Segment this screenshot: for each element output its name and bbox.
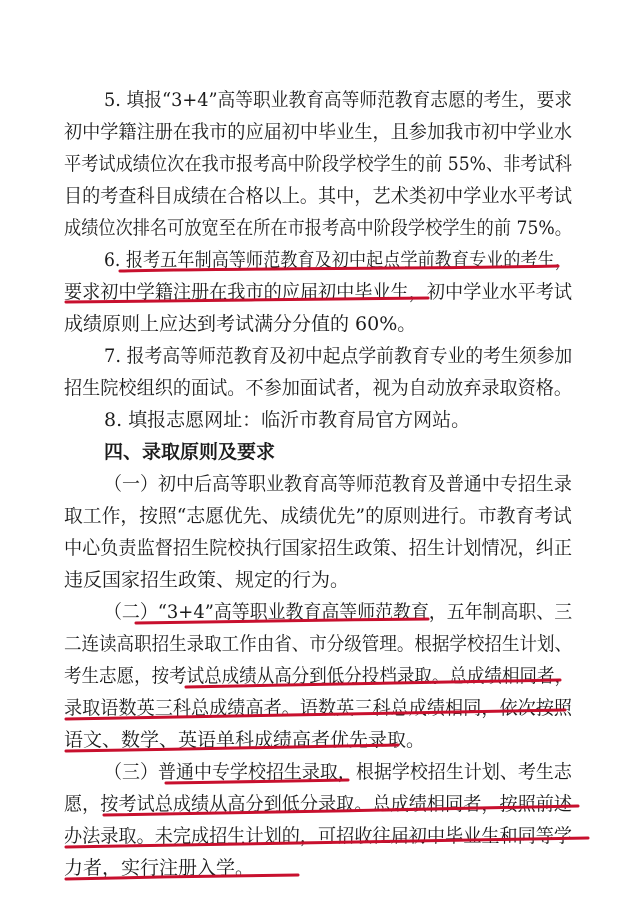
paragraph-line bbox=[0, 564, 640, 596]
line-text: 考生志愿，按考试总成绩从高分到低分投档录取。总成绩相同者， bbox=[64, 665, 573, 687]
paragraph-line bbox=[0, 180, 640, 212]
paragraph-line bbox=[0, 788, 640, 820]
paragraph-line bbox=[0, 692, 640, 724]
paragraph-line bbox=[0, 500, 640, 532]
line-text: 成绩原则上应达到考试满分分值的 60%。 bbox=[64, 313, 417, 335]
paragraph-line bbox=[0, 244, 640, 276]
line-text: 中心负责监督招生院校执行国家招生政策、招生计划情况，纠正 bbox=[64, 537, 573, 559]
line-text: 愿，按考试总成绩从高分到低分录取。总成绩相同者，按照前述 bbox=[64, 793, 573, 815]
paragraph-line bbox=[0, 148, 640, 180]
paragraph-line bbox=[0, 628, 640, 660]
line-text: 8. 填报志愿网址：临沂市教育局官方网站。 bbox=[104, 409, 471, 431]
paragraph-line bbox=[0, 660, 640, 692]
paragraph-line bbox=[0, 212, 640, 244]
line-text: 平考试成绩位次在我市报考高中阶段学校学生的前 55%、非考试科 bbox=[64, 153, 572, 175]
line-text: 语文、数学、英语单科成绩高者优先录取。 bbox=[64, 729, 426, 751]
paragraph-line bbox=[0, 596, 640, 628]
line-text: （二）“3+4”高等职业教育高等师范教育，五年制高职、三 bbox=[104, 601, 573, 623]
line-text: 目的考查科目成绩在合格以上。其中，艺术类初中学业水平考试 bbox=[64, 185, 573, 207]
line-text: 初中学籍注册在我市的应届初中毕业生，且参加我市初中学业水 bbox=[64, 121, 573, 143]
line-text: 二连读高职招生录取工作由省、市分级管理。根据学校招生计划、 bbox=[64, 633, 573, 655]
paragraph-line bbox=[0, 532, 640, 564]
line-text: 办法录取。未完成招生计划的，可招收往届初中毕业生和同等学 bbox=[64, 825, 573, 847]
line-text: 6. 报考五年制高等师范教育及初中起点学前教育专业的考生， bbox=[104, 249, 572, 271]
paragraph-line bbox=[0, 756, 640, 788]
paragraph-line bbox=[0, 404, 640, 436]
line-text: 成绩位次排名可放宽至在所在市报考高中阶段学校学生的前 75%。 bbox=[64, 217, 572, 239]
line-text: 要求初中学籍注册在我市的应届初中毕业生，初中学业水平考试 bbox=[64, 281, 573, 303]
paragraph-line bbox=[0, 116, 640, 148]
line-text: 取工作，按照“志愿优先、成绩优先”的原则进行。市教育考试 bbox=[64, 505, 572, 527]
line-text: 7. 报考高等师范教育及初中起点学前教育专业的考生须参加 bbox=[104, 345, 573, 367]
paragraph-line bbox=[0, 340, 640, 372]
section-heading bbox=[0, 436, 640, 468]
paragraph-line bbox=[0, 820, 640, 852]
paragraph-line bbox=[0, 276, 640, 308]
paragraph-line bbox=[0, 724, 640, 756]
line-text: 5. 填报“3+4”高等职业教育高等师范教育志愿的考生，要求 bbox=[104, 89, 573, 111]
paragraph-line bbox=[0, 852, 640, 884]
line-text: （三）普通中专学校招生录取，根据学校招生计划、考生志 bbox=[104, 761, 572, 783]
line-text: 招生院校组织的面试。不参加面试者，视为自动放弃录取资格。 bbox=[64, 377, 573, 399]
paragraph-line bbox=[0, 308, 640, 340]
line-text: 录取语数英三科总成绩高者。语数英三科总成绩相同，依次按照 bbox=[64, 697, 573, 719]
heading-text: 四、录取原则及要求 bbox=[104, 441, 276, 463]
paragraph-line bbox=[0, 468, 640, 500]
line-text: 力者，实行注册入学。 bbox=[64, 857, 255, 879]
line-text: （一）初中后高等职业教育高等师范教育及普通中专招生录 bbox=[104, 473, 572, 495]
paragraph-line bbox=[0, 84, 640, 116]
paragraph-line bbox=[0, 372, 640, 404]
line-text: 违反国家招生政策、规定的行为。 bbox=[64, 569, 350, 591]
